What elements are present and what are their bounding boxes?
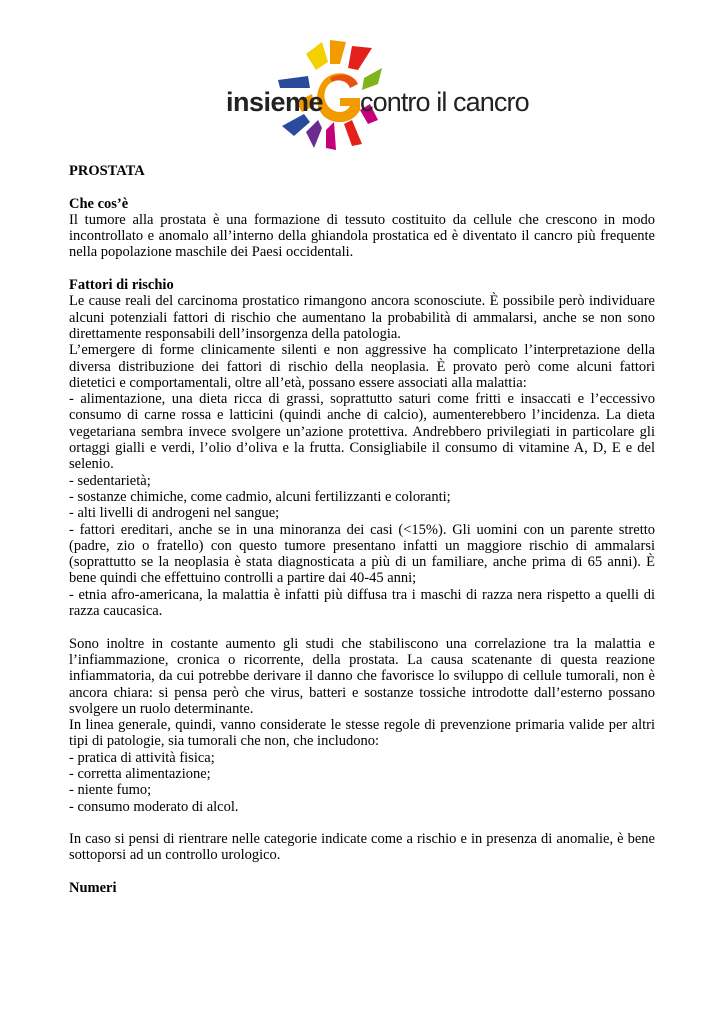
list-item: - etnia afro-americana, la malattia è infatti più diffusa tra i maschi di razza nera rispetto a quelli di razza caucasica. xyxy=(69,586,655,620)
section-heading-che-cose: Che cos’è xyxy=(69,195,129,212)
list-item: - sedentarietà; xyxy=(69,472,151,489)
paragraph: In caso si pensi di rientrare nelle categorie indicate come a rischio e in presenza di anomalie, è bene sottoporsi ad un controllo urologico. xyxy=(69,831,655,864)
document-body xyxy=(69,163,655,896)
paragraph: L’emergere di forme clinicamente silenti e non aggressive ha complicato l’interpretazione della diversa distribuzione dei fattori di rischio della neoplasia. È provato però come alcuni fattori dietetici e comportamentali, oltre all’età, possano essere associati alla malattia: xyxy=(69,342,655,391)
logo-text-contro-il-cancro: contro il cancro xyxy=(360,87,529,117)
list-item: - niente fumo; xyxy=(69,782,152,799)
section-heading-numeri: Numeri xyxy=(69,880,117,897)
paragraph: Le cause reali del carcinoma prostatico rimangono ancora sconosciute. È possibile però individuare alcuni potenziali fattori di rischio che aumentano la probabilità di ammalarsi, anche se non sono direttamente responsabili dell’insorgenza della patologia. xyxy=(69,293,655,342)
list-item: - fattori ereditari, anche se in una minoranza dei casi (<15%). Gli uomini con un parente stretto (padre, zio o fratello) con questo tumore presentano infatti un maggiore rischio di ammalarsi (soprattutto se la neoplasia è stata diagnosticata a più di un familiare, anche prima di 65 anni). È bene quindi che effettuino controlli a partire dai 40-45 anni; xyxy=(69,521,655,587)
list-item: - pratica di attività fisica; xyxy=(69,749,215,766)
paragraph: Sono inoltre in costante aumento gli studi che stabiliscono una correlazione tra la malattia e l’infiammazione, cronica o ricorrente, della prostata. La causa scatenante di questa reazione infiammatoria, da cui potrebbe derivare il danno che favorisce lo sviluppo di cellule tumorali, non è ancora chiara: si pensa però che virus, batteri e sostanze tossiche introdotte dall’esterno possano svolgere un ruolo determinante. xyxy=(69,635,655,717)
paragraph: Il tumore alla prostata è una formazione di tessuto costituito da cellule che crescono in modo incontrollato e anomalo all’interno della ghiandola prostatica ed è diventato il cancro più frequente nella popolazione maschile dei Paesi occidentali. xyxy=(69,211,655,261)
list-item: - consumo moderato di alcol. xyxy=(69,798,239,815)
section-heading-fattori-di-rischio: Fattori di rischio xyxy=(69,277,174,294)
list-item: - alti livelli di androgeni nel sangue; xyxy=(69,505,280,522)
document-title: PROSTATA xyxy=(69,163,145,179)
list-item: - alimentazione, una dieta ricca di grassi, soprattutto saturi come fritti e insaccati e l’eccessivo consumo di carne rossa e latticini (quindi anche di calcio), aumenterebbero l’incidenza. La dieta vegetariana sembra invece svolgere un’azione protettiva. Andrebbero privilegiati in particolare gli ortaggi gialli e verdi, l’olio d’oliva e la frutta. Consigliabile il consumo di vitamine A, D, E e del selenio. xyxy=(69,391,655,473)
paragraph: In linea generale, quindi, vanno considerate le stesse regole di prevenzione primaria valide per altri tipi di patologie, sia tumorali che non, che includono: xyxy=(69,717,655,750)
list-item: - corretta alimentazione; xyxy=(69,765,211,782)
logo-text-insieme: insieme xyxy=(226,87,324,117)
logo xyxy=(222,40,529,152)
list-item: - sostanze chimiche, come cadmio, alcuni fertilizzanti e coloranti; xyxy=(69,488,451,505)
